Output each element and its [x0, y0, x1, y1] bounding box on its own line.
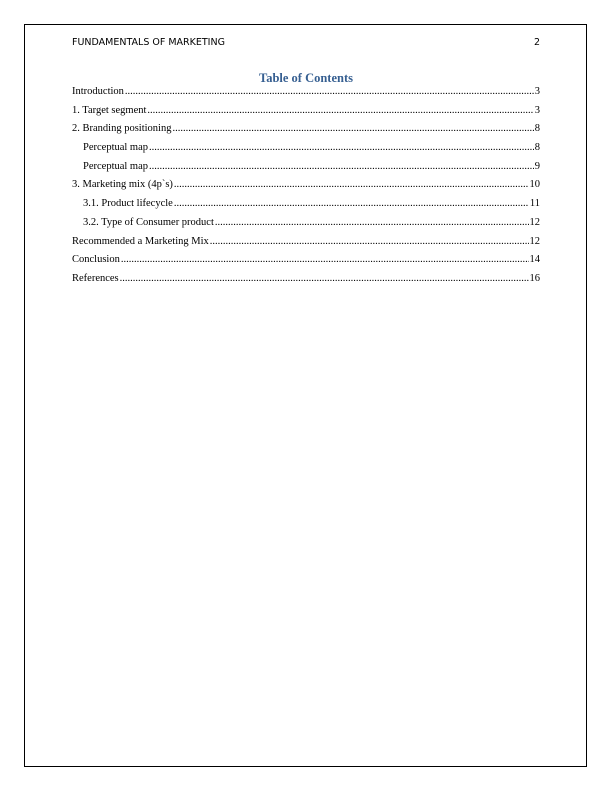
toc-entry[interactable]	[72, 253, 540, 272]
toc-entry[interactable]	[72, 122, 540, 141]
toc-entry-label: Conclusion	[72, 254, 120, 266]
dot-leader	[121, 253, 529, 266]
toc-entry[interactable]	[72, 235, 540, 254]
dot-leader	[210, 235, 529, 248]
toc-entry-page: 12	[529, 235, 540, 247]
toc-entry[interactable]	[72, 178, 540, 197]
toc-title: Table of Contents	[259, 71, 353, 85]
page-header	[72, 37, 540, 48]
toc-entry-page: 8	[534, 142, 540, 154]
dot-leader	[149, 160, 534, 173]
page-number: 2	[533, 37, 540, 48]
dot-leader	[174, 178, 529, 191]
toc-entry-page: 12	[529, 216, 540, 228]
toc-entry[interactable]	[72, 104, 540, 123]
toc-entry[interactable]	[72, 216, 540, 235]
toc-entry-label: 2. Branding positioning	[72, 123, 172, 135]
toc-entry-page: 8	[534, 123, 540, 135]
toc-entry-label: Perceptual map	[83, 142, 149, 154]
toc-entry-label: Recommended a Marketing Mix	[72, 235, 209, 247]
toc-entry-label: 3. Marketing mix (4p`s)	[72, 179, 173, 191]
dot-leader	[172, 122, 533, 135]
toc-entry-page: 16	[529, 272, 540, 284]
toc-entry-label: References	[72, 272, 119, 284]
toc-entry[interactable]	[72, 141, 540, 160]
table-of-contents	[72, 85, 540, 291]
toc-entry-label: 3.2. Type of Consumer product	[83, 216, 214, 228]
running-title: FUNDAMENTALS OF MARKETING	[72, 37, 225, 48]
toc-entry-page: 3	[534, 104, 540, 116]
toc-entry-label: Perceptual map	[83, 160, 149, 172]
dot-leader	[174, 197, 529, 210]
toc-entry-page: 11	[529, 198, 540, 210]
dot-leader	[215, 216, 529, 229]
toc-entry-page: 10	[529, 179, 540, 191]
dot-leader	[147, 104, 533, 117]
toc-entry[interactable]	[72, 272, 540, 291]
toc-entry-label: 1. Target segment	[72, 104, 147, 116]
dot-leader	[120, 272, 529, 285]
toc-entry[interactable]	[72, 85, 540, 104]
toc-entry-label: Introduction	[72, 86, 124, 97]
toc-entry[interactable]	[72, 160, 540, 179]
toc-entry-page: 14	[529, 254, 540, 266]
toc-entry-label: 3.1. Product lifecycle	[83, 198, 173, 210]
dot-leader	[149, 141, 534, 154]
dot-leader	[125, 85, 534, 98]
toc-entry-page: 3	[534, 86, 540, 97]
toc-entry[interactable]	[72, 197, 540, 216]
toc-entry-page: 9	[534, 160, 540, 172]
